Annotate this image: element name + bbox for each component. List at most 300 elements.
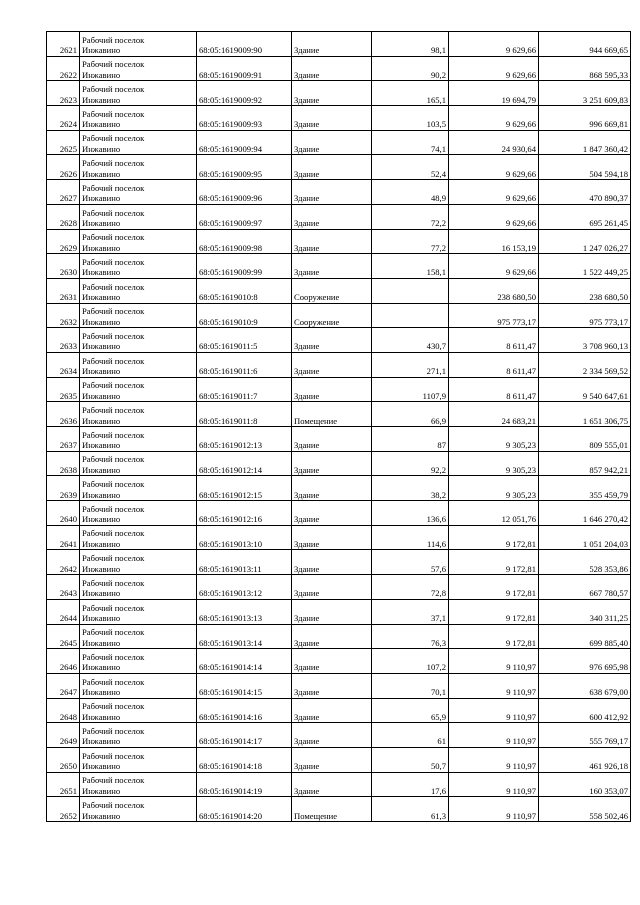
table-row <box>47 402 631 427</box>
area-value: 98,1 <box>372 32 449 57</box>
location-line-1: Рабочий поселок <box>82 750 145 761</box>
area-value <box>372 303 449 328</box>
location-line-2: Инжавино <box>82 366 121 377</box>
location-cell <box>80 377 197 402</box>
unit-price-value: 8 611,47 <box>449 328 539 353</box>
unit-price-value: 9 305,23 <box>449 427 539 452</box>
cadastral-number: 68:05:1619014:19 <box>197 772 292 797</box>
unit-price-value: 9 629,66 <box>449 155 539 180</box>
location-line-2: Инжавино <box>82 440 121 451</box>
unit-price-value: 9 629,66 <box>449 106 539 131</box>
area-value: 37,1 <box>372 599 449 624</box>
area-value: 52,4 <box>372 155 449 180</box>
location-cell <box>80 673 197 698</box>
location-cell <box>80 352 197 377</box>
object-type: Здание <box>292 624 372 649</box>
total-value: 857 942,21 <box>539 451 631 476</box>
table-row <box>47 673 631 698</box>
location-line-1: Рабочий поселок <box>82 479 145 490</box>
object-type: Здание <box>292 451 372 476</box>
table-row <box>47 328 631 353</box>
location-line-2: Инжавино <box>82 218 121 228</box>
object-type: Здание <box>292 476 372 501</box>
unit-price-value: 9 172,81 <box>449 599 539 624</box>
table-row <box>47 599 631 624</box>
location-line-1: Рабочий поселок <box>82 429 145 440</box>
table-row <box>47 476 631 501</box>
row-number: 2642 <box>47 550 80 575</box>
object-type: Здание <box>292 32 372 57</box>
object-type: Здание <box>292 501 372 526</box>
total-value: 3 251 609,83 <box>539 81 631 106</box>
area-value <box>372 278 449 303</box>
object-type: Здание <box>292 180 372 205</box>
location-cell <box>80 451 197 476</box>
table-row <box>47 204 631 229</box>
location-cell <box>80 772 197 797</box>
row-number: 2650 <box>47 747 80 772</box>
unit-price-value: 9 629,66 <box>449 254 539 279</box>
total-value: 238 680,50 <box>539 278 631 303</box>
unit-price-value: 9 172,81 <box>449 525 539 550</box>
cadastral-number: 68:05:1619009:95 <box>197 155 292 180</box>
location-line-1: Рабочий поселок <box>82 84 145 95</box>
location-line-2: Инжавино <box>82 193 121 204</box>
row-number: 2626 <box>47 155 80 180</box>
location-line-2: Инжавино <box>82 489 121 500</box>
row-number: 2652 <box>47 797 80 822</box>
cadastral-number: 68:05:1619012:15 <box>197 476 292 501</box>
location-line-1: Рабочий поселок <box>82 627 145 638</box>
total-value: 504 594,18 <box>539 155 631 180</box>
location-line-2: Инжавино <box>82 687 121 698</box>
table-row <box>47 229 631 254</box>
table-row <box>47 501 631 526</box>
location-cell <box>80 278 197 303</box>
location-cell <box>80 427 197 452</box>
table-row <box>47 723 631 748</box>
unit-price-value: 9 110,97 <box>449 747 539 772</box>
location-cell <box>80 56 197 81</box>
area-value: 61 <box>372 723 449 748</box>
unit-price-value: 12 051,76 <box>449 501 539 526</box>
area-value: 114,6 <box>372 525 449 550</box>
object-type: Здание <box>292 130 372 155</box>
row-number: 2633 <box>47 328 80 353</box>
area-value: 87 <box>372 427 449 452</box>
location-line-1: Рабочий поселок <box>82 454 145 465</box>
table-row <box>47 451 631 476</box>
cadastral-number: 68:05:1619011:8 <box>197 402 292 427</box>
total-value: 558 502,46 <box>539 797 631 822</box>
area-value: 158,1 <box>372 254 449 279</box>
row-number: 2632 <box>47 303 80 328</box>
cadastral-number: 68:05:1619012:13 <box>197 427 292 452</box>
total-value: 809 555,01 <box>539 427 631 452</box>
row-number: 2625 <box>47 130 80 155</box>
row-number: 2644 <box>47 599 80 624</box>
table-row <box>47 797 631 822</box>
table-row <box>47 278 631 303</box>
location-line-2: Инжавино <box>82 45 121 56</box>
total-value: 1 646 270,42 <box>539 501 631 526</box>
area-value: 38,2 <box>372 476 449 501</box>
location-line-2: Инжавино <box>82 464 121 475</box>
object-type: Здание <box>292 106 372 131</box>
unit-price-value: 9 110,97 <box>449 698 539 723</box>
table-row <box>47 649 631 674</box>
area-value: 57,6 <box>372 550 449 575</box>
row-number: 2639 <box>47 476 80 501</box>
location-line-1: Рабочий поселок <box>82 133 145 144</box>
location-line-1: Рабочий поселок <box>82 553 145 564</box>
cadastral-number: 68:05:1619013:13 <box>197 599 292 624</box>
area-value: 271,1 <box>372 352 449 377</box>
total-value: 600 412,92 <box>539 698 631 723</box>
unit-price-value: 9 629,66 <box>449 204 539 229</box>
area-value: 74,1 <box>372 130 449 155</box>
total-value: 975 773,17 <box>539 303 631 328</box>
location-line-2: Инжавино <box>82 588 121 599</box>
object-type: Здание <box>292 525 372 550</box>
location-line-1: Рабочий поселок <box>82 256 145 267</box>
cadastral-number: 68:05:1619013:14 <box>197 624 292 649</box>
cadastral-number: 68:05:1619014:16 <box>197 698 292 723</box>
unit-price-value: 8 611,47 <box>449 352 539 377</box>
unit-price-value: 9 110,97 <box>449 673 539 698</box>
cadastral-number: 68:05:1619009:90 <box>197 32 292 57</box>
cadastral-number: 68:05:1619011:6 <box>197 352 292 377</box>
table-row <box>47 254 631 279</box>
object-type: Здание <box>292 204 372 229</box>
row-number: 2623 <box>47 81 80 106</box>
table-row <box>47 106 631 131</box>
object-type: Здание <box>292 723 372 748</box>
location-line-1: Рабочий поселок <box>82 355 145 366</box>
location-line-1: Рабочий поселок <box>82 800 145 810</box>
location-line-1: Рабочий поселок <box>82 380 145 391</box>
row-number: 2646 <box>47 649 80 674</box>
row-number: 2635 <box>47 377 80 402</box>
row-number: 2636 <box>47 402 80 427</box>
row-number: 2638 <box>47 451 80 476</box>
cadastral-number: 68:05:1619009:93 <box>197 106 292 131</box>
location-line-2: Инжавино <box>82 341 121 352</box>
location-line-2: Инжавино <box>82 94 121 105</box>
location-line-1: Рабочий поселок <box>82 725 145 736</box>
cadastral-number: 68:05:1619014:20 <box>197 797 292 822</box>
total-value: 2 334 569,52 <box>539 352 631 377</box>
area-value: 72,2 <box>372 204 449 229</box>
location-line-1: Рабочий поселок <box>82 602 145 613</box>
location-line-2: Инжавино <box>82 119 121 130</box>
total-value: 1 247 026,27 <box>539 229 631 254</box>
area-value: 61,3 <box>372 797 449 822</box>
total-value: 944 669,65 <box>539 32 631 57</box>
table-row <box>47 575 631 600</box>
unit-price-value: 8 611,47 <box>449 377 539 402</box>
table-row <box>47 352 631 377</box>
object-type: Здание <box>292 772 372 797</box>
cadastral-number: 68:05:1619010:8 <box>197 278 292 303</box>
location-line-2: Инжавино <box>82 736 121 747</box>
location-cell <box>80 747 197 772</box>
row-number: 2622 <box>47 56 80 81</box>
row-number: 2648 <box>47 698 80 723</box>
table-row <box>47 550 631 575</box>
table-row <box>47 377 631 402</box>
location-line-1: Рабочий поселок <box>82 330 145 341</box>
cadastral-number: 68:05:1619009:96 <box>197 180 292 205</box>
unit-price-value: 9 305,23 <box>449 476 539 501</box>
unit-price-value: 9 305,23 <box>449 451 539 476</box>
location-line-2: Инжавино <box>82 563 121 574</box>
cadastral-number: 68:05:1619009:92 <box>197 81 292 106</box>
table-row <box>47 32 631 57</box>
location-cell <box>80 229 197 254</box>
cadastral-number: 68:05:1619009:97 <box>197 204 292 229</box>
row-number: 2651 <box>47 772 80 797</box>
unit-price-value: 9 110,97 <box>449 723 539 748</box>
location-line-2: Инжавино <box>82 292 121 303</box>
location-line-2: Инжавино <box>82 613 121 623</box>
total-value: 555 769,17 <box>539 723 631 748</box>
location-line-1: Рабочий поселок <box>82 676 145 687</box>
area-value: 1107,9 <box>372 377 449 402</box>
table-row <box>47 180 631 205</box>
location-line-1: Рабочий поселок <box>82 34 145 45</box>
object-type: Здание <box>292 328 372 353</box>
row-number: 2629 <box>47 229 80 254</box>
unit-price-value: 9 172,81 <box>449 624 539 649</box>
location-line-1: Рабочий поселок <box>82 528 145 539</box>
area-value: 65,9 <box>372 698 449 723</box>
location-cell <box>80 32 197 57</box>
table-row <box>47 624 631 649</box>
location-line-2: Инжавино <box>82 785 121 796</box>
area-value: 66,9 <box>372 402 449 427</box>
location-cell <box>80 155 197 180</box>
location-cell <box>80 723 197 748</box>
unit-price-value: 9 629,66 <box>449 56 539 81</box>
area-value: 76,3 <box>372 624 449 649</box>
total-value: 461 926,18 <box>539 747 631 772</box>
object-type: Здание <box>292 698 372 723</box>
location-cell <box>80 81 197 106</box>
location-cell <box>80 698 197 723</box>
object-type: Здание <box>292 550 372 575</box>
area-value: 430,7 <box>372 328 449 353</box>
document-sheet <box>46 31 631 822</box>
location-cell <box>80 624 197 649</box>
table-row <box>47 81 631 106</box>
object-type: Сооружение <box>292 278 372 303</box>
object-type: Здание <box>292 649 372 674</box>
property-table <box>46 31 631 822</box>
location-cell <box>80 476 197 501</box>
cadastral-number: 68:05:1619013:12 <box>197 575 292 600</box>
location-line-1: Рабочий поселок <box>82 503 145 514</box>
cadastral-number: 68:05:1619012:16 <box>197 501 292 526</box>
table-row <box>47 698 631 723</box>
row-number: 2641 <box>47 525 80 550</box>
location-line-2: Инжавино <box>82 415 121 426</box>
location-cell <box>80 204 197 229</box>
object-type: Помещение <box>292 402 372 427</box>
location-line-1: Рабочий поселок <box>82 306 145 317</box>
area-value: 72,8 <box>372 575 449 600</box>
unit-price-value: 9 629,66 <box>449 180 539 205</box>
total-value: 470 890,37 <box>539 180 631 205</box>
total-value: 1 847 360,42 <box>539 130 631 155</box>
area-value: 48,9 <box>372 180 449 205</box>
object-type: Здание <box>292 747 372 772</box>
area-value: 50,7 <box>372 747 449 772</box>
location-cell <box>80 130 197 155</box>
unit-price-value: 24 930,64 <box>449 130 539 155</box>
location-cell <box>80 501 197 526</box>
location-line-1: Рабочий поселок <box>82 207 145 218</box>
unit-price-value: 9 629,66 <box>449 32 539 57</box>
location-line-1: Рабочий поселок <box>82 577 145 588</box>
total-value: 340 311,25 <box>539 599 631 624</box>
object-type: Помещение <box>292 797 372 822</box>
object-type: Здание <box>292 352 372 377</box>
row-number: 2634 <box>47 352 80 377</box>
row-number: 2645 <box>47 624 80 649</box>
cadastral-number: 68:05:1619012:14 <box>197 451 292 476</box>
cadastral-number: 68:05:1619009:91 <box>197 56 292 81</box>
location-line-2: Инжавино <box>82 143 121 154</box>
location-line-1: Рабочий поселок <box>82 108 145 119</box>
location-line-2: Инжавино <box>82 662 121 673</box>
location-cell <box>80 254 197 279</box>
total-value: 976 695,98 <box>539 649 631 674</box>
table-row <box>47 747 631 772</box>
total-value: 996 669,81 <box>539 106 631 131</box>
table-row <box>47 155 631 180</box>
area-value: 77,2 <box>372 229 449 254</box>
cadastral-number: 68:05:1619009:98 <box>197 229 292 254</box>
location-cell <box>80 402 197 427</box>
location-cell <box>80 106 197 131</box>
location-cell <box>80 525 197 550</box>
location-line-1: Рабочий поселок <box>82 182 145 193</box>
location-line-2: Инжавино <box>82 168 121 179</box>
unit-price-value: 24 683,21 <box>449 402 539 427</box>
location-line-2: Инжавино <box>82 711 121 722</box>
area-value: 107,2 <box>372 649 449 674</box>
row-number: 2624 <box>47 106 80 131</box>
location-line-1: Рабочий поселок <box>82 405 145 415</box>
object-type: Здание <box>292 673 372 698</box>
row-number: 2630 <box>47 254 80 279</box>
object-type: Здание <box>292 155 372 180</box>
unit-price-value: 9 110,97 <box>449 649 539 674</box>
cadastral-number: 68:05:1619013:10 <box>197 525 292 550</box>
location-line-2: Инжавино <box>82 761 121 772</box>
total-value: 9 540 647,61 <box>539 377 631 402</box>
location-line-1: Рабочий поселок <box>82 281 145 292</box>
unit-price-value: 9 110,97 <box>449 797 539 822</box>
row-number: 2647 <box>47 673 80 698</box>
cadastral-number: 68:05:1619014:15 <box>197 673 292 698</box>
location-cell <box>80 328 197 353</box>
total-value: 1 051 204,03 <box>539 525 631 550</box>
object-type: Здание <box>292 229 372 254</box>
object-type: Здание <box>292 254 372 279</box>
total-value: 1 522 449,25 <box>539 254 631 279</box>
cadastral-number: 68:05:1619014:17 <box>197 723 292 748</box>
total-value: 1 651 306,75 <box>539 402 631 427</box>
object-type: Здание <box>292 81 372 106</box>
total-value: 3 708 960,13 <box>539 328 631 353</box>
cadastral-number: 68:05:1619009:94 <box>197 130 292 155</box>
area-value: 136,6 <box>372 501 449 526</box>
row-number: 2640 <box>47 501 80 526</box>
total-value: 160 353,07 <box>539 772 631 797</box>
total-value: 695 261,45 <box>539 204 631 229</box>
object-type: Здание <box>292 427 372 452</box>
location-line-2: Инжавино <box>82 810 121 821</box>
table-row <box>47 525 631 550</box>
area-value: 165,1 <box>372 81 449 106</box>
cadastral-number: 68:05:1619010:9 <box>197 303 292 328</box>
location-line-2: Инжавино <box>82 242 121 253</box>
location-line-2: Инжавино <box>82 69 121 80</box>
total-value: 699 885,40 <box>539 624 631 649</box>
location-line-2: Инжавино <box>82 538 121 549</box>
row-number: 2649 <box>47 723 80 748</box>
total-value: 667 780,57 <box>539 575 631 600</box>
location-line-2: Инжавино <box>82 390 121 401</box>
cadastral-number: 68:05:1619013:11 <box>197 550 292 575</box>
location-cell <box>80 649 197 674</box>
unit-price-value: 16 153,19 <box>449 229 539 254</box>
row-number: 2631 <box>47 278 80 303</box>
total-value: 868 595,33 <box>539 56 631 81</box>
location-cell <box>80 303 197 328</box>
location-line-2: Инжавино <box>82 637 121 648</box>
area-value: 92,2 <box>372 451 449 476</box>
total-value: 355 459,79 <box>539 476 631 501</box>
total-value: 528 353,86 <box>539 550 631 575</box>
location-line-1: Рабочий поселок <box>82 701 145 712</box>
total-value: 638 679,00 <box>539 673 631 698</box>
location-line-1: Рабочий поселок <box>82 651 145 662</box>
location-cell <box>80 575 197 600</box>
row-number: 2643 <box>47 575 80 600</box>
unit-price-value: 9 172,81 <box>449 575 539 600</box>
cadastral-number: 68:05:1619014:14 <box>197 649 292 674</box>
table-row <box>47 130 631 155</box>
area-value: 70,1 <box>372 673 449 698</box>
location-line-1: Рабочий поселок <box>82 232 145 243</box>
area-value: 103,5 <box>372 106 449 131</box>
row-number: 2627 <box>47 180 80 205</box>
unit-price-value: 238 680,50 <box>449 278 539 303</box>
table-body <box>47 32 631 822</box>
location-line-2: Инжавино <box>82 267 121 278</box>
location-cell <box>80 180 197 205</box>
area-value: 17,6 <box>372 772 449 797</box>
location-line-2: Инжавино <box>82 316 121 327</box>
table-row <box>47 303 631 328</box>
row-number: 2628 <box>47 204 80 229</box>
object-type: Здание <box>292 599 372 624</box>
object-type: Здание <box>292 575 372 600</box>
table-row <box>47 427 631 452</box>
